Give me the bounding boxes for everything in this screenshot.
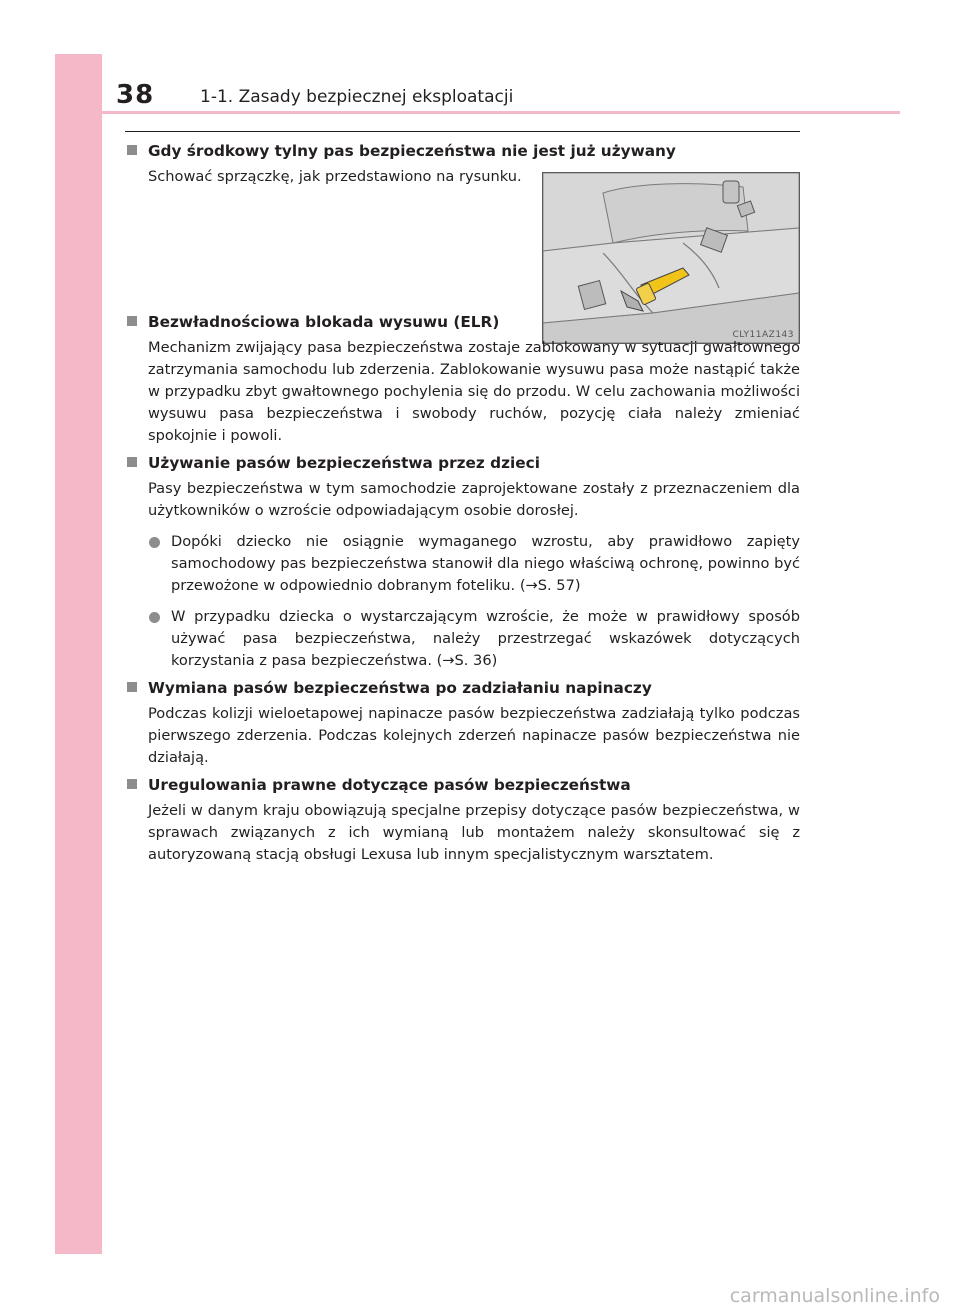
section-regulations [125, 774, 800, 866]
page-number: 38 [116, 80, 155, 110]
section-pretensioners [125, 677, 800, 769]
square-bullet-icon [127, 316, 137, 326]
section-heading: Bezwładnościowa blokada wysuwu (ELR) [125, 311, 800, 333]
watermark: carmanualsonline.info [729, 1285, 940, 1307]
list-item: Dopóki dziecko nie osiągnie wymaganego wzrostu, aby prawidłowo zapięty samochodowy pas bezpieczeństwa stanowił dla niego właściwą ochronę, powinno być przewożone w odpowiednio dobranym foteliku. (→S. 57) [125, 531, 800, 597]
section-rule [125, 131, 800, 132]
section-text: Pasy bezpieczeństwa w tym samochodzie zaprojektowane zostały z przeznaczeniem dla użytkowników o wzroście odpowiadającym osobie dorosłej. [148, 480, 800, 519]
section-elr [125, 311, 800, 447]
section-text: Mechanizm zwijający pasa bezpieczeństwa zostaje zablokowany w sytuacji gwałtownego zatrzymania samochodu lub zderzenia. Zablokowanie wysuwu pasa może nastąpić także w przypadku zbyt gwałtownego pochylenia się do przodu. W celu zachowania możliwości wysuwu pasa bezpieczeństwa i swobody ruchów, pozycję ciała należy zmieniać spokojnie i powoli. [148, 339, 800, 444]
section-heading: Gdy środkowy tylny pas bezpieczeństwa nie jest już używany [125, 140, 800, 162]
square-bullet-icon [127, 457, 137, 467]
section-unused-center-belt [125, 140, 800, 306]
section-children [125, 452, 800, 672]
chapter-title: 1-1. Zasady bezpiecznej eksploatacji [200, 87, 514, 107]
list-item: W przypadku dziecka o wystarczającym wzroście, że może w prawidłowy sposób używać pasa bezpieczeństwa, należy przestrzegać wskazówek dotyczących korzystania z pasa bezpieczeństwa. (→S. 36) [125, 606, 800, 672]
figure-code: CLY11AZ143 [732, 330, 794, 340]
circle-bullet-icon [149, 537, 160, 548]
section-text: Podczas kolizji wieloetapowej napinacze pasów bezpieczeństwa zadziałają tylko podczas pierwszego zderzenia. Podczas kolejnych zderzeń napinacze pasów bezpieczeństwa nie działają. [148, 705, 800, 766]
header-line [102, 111, 900, 114]
page-content [125, 140, 800, 871]
section-heading: Uregulowania prawne dotyczące pasów bezpieczeństwa [125, 774, 800, 796]
circle-bullet-icon [149, 612, 160, 623]
section-heading: Wymiana pasów bezpieczeństwa po zadziałaniu napinaczy [125, 677, 800, 699]
section-text: Jeżeli w danym kraju obowiązują specjalne przepisy dotyczące pasów bezpieczeństwa, w sprawach związanych z ich wymianą lub montażem należy skonsultować się z autoryzowaną stacją obsługi Lexusa lub innym specjalistycznym warsztatem. [148, 802, 800, 863]
square-bullet-icon [127, 779, 137, 789]
square-bullet-icon [127, 682, 137, 692]
chapter-side-tab [55, 54, 102, 1254]
section-heading: Używanie pasów bezpieczeństwa przez dzieci [125, 452, 800, 474]
section-text: Schować sprzączkę, jak przedstawiono na rysunku. [148, 168, 522, 185]
square-bullet-icon [127, 145, 137, 155]
